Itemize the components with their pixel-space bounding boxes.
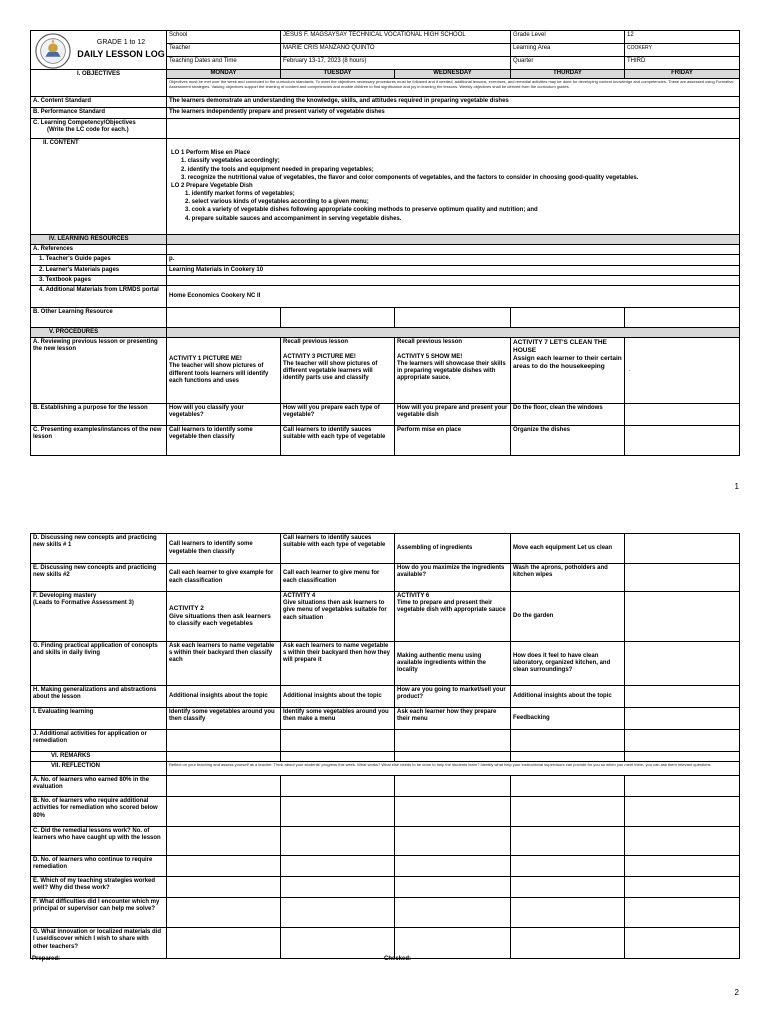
proc-d-label: D. Discussing new concepts and practicing new skills # 1 (31, 534, 167, 564)
references-label: A. References (31, 245, 167, 255)
additional-materials-value: Home Economics Cookery NC II (167, 285, 740, 307)
proc-g-label: G. Finding practical application of concepts and skills in daily living (31, 642, 167, 686)
learning-resources-band (167, 235, 740, 245)
objectives-note: Objectives must be met over the week and connected to the curriculum standards. To meet the objectives necessary procedures must be followed and if needed, additional lessons, exercises, and remedial activities may be done for developing content knowledge and competencies. These are assessed using Formative Assessment strategies. Valuing objectives support the learning of content and competencies and enable children to find significance and joy in learning the lessons. Weekly objectives shall be derived from the curriculum guides. (167, 79, 740, 97)
content-standard-label: A. Content Standard (31, 97, 167, 108)
proc-c-label: C. Presenting examples/instances of the new lesson (31, 426, 167, 456)
teacher-value: MARIE CRIS MANZANO QUINTO (281, 44, 511, 57)
reflection-label: VII. REFLECTION (31, 762, 167, 776)
proc-i-mon: Identify some vegetables around you then classify (167, 708, 281, 730)
reflection-f-label: F. What difficulties did I encounter which my principal or supervisor can help me solve? (31, 898, 167, 928)
learners-materials-value: Learning Materials in Cookery 10 (167, 265, 740, 275)
learners-materials-label: 2. Learner's Materials pages (31, 265, 167, 275)
checked-label: Checked: (384, 956, 412, 962)
learning-competency-sub: (Write the LC code for each.) (47, 127, 129, 134)
proc-d-fri (625, 534, 740, 564)
proc-j-wed (395, 730, 511, 752)
reflection-e-label: E. Which of my teaching strategies worked well? Why did these work? (31, 877, 167, 898)
proc-b-label: B. Establishing a purpose for the lesson (31, 404, 167, 426)
proc-g-thu: How does it feel to have clean laboratory, organized kitchen, and clean surroundings? (511, 642, 625, 686)
deped-seal-icon (34, 32, 72, 70)
proc-j-tue (281, 730, 395, 752)
proc-a-label: A. Reviewing previous lesson or presenting the new lesson (31, 338, 167, 404)
proc-b-thu: Do the floor, clean the windows (511, 404, 625, 426)
proc-e-label: E. Discussing new concepts and practicing new skills #2 (31, 564, 167, 592)
reflection-note: Reflect on your teaching and assess yourself as a teacher. Think about your students' progress this week. What works? What else needs to be done to help the students learn? Identify what help your instructional supervisors can provide for you so when you meet them, you can ask them relevant questions. (167, 762, 740, 776)
learning-competency-value (167, 119, 740, 139)
learning-area-label: Learning Area (511, 44, 625, 57)
proc-b-wed: How will you prepare and present your vegetable dish (395, 404, 511, 426)
proc-e-wed: How do you maximize the ingredients available? (395, 564, 511, 592)
content-standard-value: The learners demonstrate an understanding the knowledge, skills, and attitudes required in preparing vegetable dishes (167, 97, 740, 108)
proc-e-mon: Call each learner to give example for each classification (167, 564, 281, 592)
proc-h-wed: How are you going to market/sell your product? (395, 686, 511, 708)
day-monday: MONDAY (167, 70, 281, 79)
proc-i-thu: Feedbacking (511, 708, 625, 730)
reflection-a-label: A. No. of learners who earned 80% in the evaluation (31, 776, 167, 797)
quarter-label: Quarter (511, 57, 625, 70)
proc-b-fri (625, 404, 740, 426)
remarks-tue (281, 752, 395, 762)
proc-g-fri (625, 642, 740, 686)
proc-d-thu: Move each equipment Let us clean (511, 534, 625, 564)
performance-standard-value: The learners independently prepare and present variety of vegetable dishes (167, 108, 740, 119)
page-2 (0, 505, 768, 1024)
textbook-pages-value (167, 275, 740, 285)
header-logo-cell (31, 31, 167, 70)
dates-value: February 13-17, 2023 (8 hours) (281, 57, 511, 70)
proc-i-label: I. Evaluating learning (31, 708, 167, 730)
lesson-log-table-page-1 (30, 30, 740, 456)
remarks-mon (167, 752, 281, 762)
performance-standard-label: B. Performance Standard (31, 108, 167, 119)
proc-d-tue: Call learners to identify sauces suitable with each type of vegetable (281, 534, 395, 564)
day-tuesday: TUESDAY (281, 70, 395, 79)
content-line: 3. cook a variety of vegetable dishes following appropriate cooking methods to preserve optimum quality and nutrition; and (185, 207, 538, 214)
proc-f-label: F. Developing mastery (Leads to Formative Assessment 3) (31, 592, 167, 642)
proc-j-mon (167, 730, 281, 752)
proc-a-mon: ACTIVITY 1 PICTURE ME! The teacher will show pictures of different tools learners will identify each functions and uses (167, 338, 281, 404)
proc-e-tue: Call each learner to give menu for each classification (281, 564, 395, 592)
reflection-g-label: G. What innovation or localized materials did I use/discover which I wish to share with other teachers? (31, 928, 167, 959)
lesson-log-table-page-2 (30, 533, 740, 959)
other-resource-thu (511, 307, 625, 327)
proc-e-fri (625, 564, 740, 592)
content-line: 3. recognize the nutritional value of vegetables, the flavor and color components of vegetables, and the factors to consider in choosing good-quality vegetables. (181, 174, 639, 181)
dates-label: Teaching Dates and Time (167, 57, 281, 70)
school-label: School (167, 31, 281, 44)
learning-resources-label: IV. LEARNING RESOURCES (31, 235, 167, 245)
teachers-guide-label: 1. Teacher's Guide pages (31, 255, 167, 265)
remarks-fri (625, 752, 740, 762)
other-resource-label: B. Other Learning Resource (31, 307, 167, 327)
grade-level-label: Grade Level (511, 31, 625, 44)
proc-c-fri (625, 426, 740, 456)
content-line: 4. prepare suitable sauces and accompaniment in serving vegetable dishes. (185, 215, 402, 222)
proc-h-thu: Additional insights about the topic (511, 686, 625, 708)
proc-g-wed: Making authentic menu using available ingredients within the locality (395, 642, 511, 686)
additional-materials-label: 4. Additional Materials from LRMDS portal (31, 285, 167, 307)
proc-f-thu: Do the garden (511, 592, 625, 642)
learning-competency-label (31, 119, 167, 139)
proc-a-fri: . (625, 338, 740, 404)
other-resource-fri (625, 307, 740, 327)
procedures-label: V. PROCEDURES (31, 327, 167, 337)
procedures-band (167, 327, 740, 337)
other-resource-tue (281, 307, 395, 327)
day-friday: FRIDAY (625, 70, 740, 79)
other-resource-mon (167, 307, 281, 327)
proc-h-tue: Additional insights about the topic (281, 686, 395, 708)
content-line: 1. identify market forms of vegetables; (185, 191, 295, 198)
proc-i-tue: Identify some vegetables around you then make a menu (281, 708, 395, 730)
content-line: LO 2 Prepare Vegetable Dish (171, 182, 253, 189)
proc-c-tue: Call learners to identify sauces suitable with each type of vegetable (281, 426, 395, 456)
proc-c-mon: Call learners to identify some vegetable then classify (167, 426, 281, 456)
day-thursday: THURDAY (511, 70, 625, 79)
proc-b-mon: How will you classify your vegetables? (167, 404, 281, 426)
proc-e-thu: Wash the aprons, potholders and kitchen wipes (511, 564, 625, 592)
grade-title: GRADE 1 to 12 (96, 39, 146, 46)
proc-j-thu (511, 730, 625, 752)
content-line: 1. classify vegetables accordingly; (181, 158, 280, 165)
other-resource-wed (395, 307, 511, 327)
proc-a-thu: ACTIVITY 7 LET'S CLEAN THE HOUSE Assign each learner to their certain areas to do the housekeeping (511, 338, 625, 404)
proc-j-label: J. Additional activities for application or remediation (31, 730, 167, 752)
content-line: LO 1 Perform Mise en Place (171, 150, 251, 157)
school-value: JESUS F. MAGSAYSAY TECHNICAL VOCATIONAL HIGH SCHOOL (281, 31, 511, 44)
page-number-2: 2 (734, 988, 739, 997)
proc-a-wed: Recall previous lesson ACTIVITY 5 SHOW ME! The learners will showcase their skills in preparing vegetable dishes with appropriate sauce. (395, 338, 511, 404)
reflection-c-label: C. Did the remedial lessons work? No. of learners who have caught up with the lesson (31, 827, 167, 856)
page-number-1: 1 (734, 482, 739, 491)
proc-f-tue: ACTIVITY 4 Give situations then ask learners to give menu of vegetables suitable for each situation (281, 592, 395, 642)
proc-c-thu: Organize the dishes (511, 426, 625, 456)
proc-f-fri (625, 592, 740, 642)
references-value (167, 245, 740, 255)
page-1 (0, 0, 768, 505)
proc-i-fri (625, 708, 740, 730)
remarks-label: VI. REMARKS (31, 752, 167, 762)
remarks-wed (395, 752, 511, 762)
teachers-guide-value: p. (167, 255, 740, 265)
content-line: 2. select various kinds of vegetables according to a given menu; (185, 199, 369, 206)
proc-i-wed: Ask each learner how they prepare their menu (395, 708, 511, 730)
learning-competency-title: C. Learning Competency/Objectives (33, 120, 136, 126)
proc-g-tue: Ask each learners to name vegetable s within their backyard then how they will prepare it (281, 642, 395, 686)
proc-j-fri (625, 730, 740, 752)
proc-c-wed: Perform mise en place (395, 426, 511, 456)
daily-lesson-log-title: DAILY LESSON LOG (77, 49, 165, 60)
remarks-thu (511, 752, 625, 762)
quarter-value: THIRD (625, 57, 740, 70)
objectives-label: I. OBJECTIVES (31, 70, 167, 97)
proc-f-mon: ACTIVITY 2 Give situations then ask learners to classify each vegetables (167, 592, 281, 642)
proc-d-mon: Call learners to identify some vegetable then classify (167, 534, 281, 564)
proc-b-tue: How will you prepare each type of vegetable? (281, 404, 395, 426)
proc-a-tue: Recall previous lesson ACTIVITY 3 PICTURE ME! The teacher will show pictures of different vegetable learners will identify parts use and classify (281, 338, 395, 404)
reflection-b-label: B. No. of learners who require additional activities for remediation who scored below 80% (31, 797, 167, 827)
grade-level-value: 12 (625, 31, 740, 44)
proc-g-mon: Ask each learners to name vegetable s within their backyard then classify each (167, 642, 281, 686)
proc-d-wed: Assembling of ingredients (395, 534, 511, 564)
content-label: II. CONTENT (31, 139, 167, 235)
teacher-label: Teacher (167, 44, 281, 57)
content-line: 2. identify the tools and equipment needed in preparing vegetables; (181, 166, 374, 173)
proc-h-fri (625, 686, 740, 708)
proc-f-wed: ACTIVITY 6 Time to prepare and present their vegetable dish with appropriate sauce (395, 592, 511, 642)
textbook-pages-label: 3. Textbook pages (31, 275, 167, 285)
day-wednesday: WEDNESDAY (395, 70, 511, 79)
proc-h-label: H. Making generalizations and abstractions about the lesson (31, 686, 167, 708)
content-body (167, 139, 740, 235)
reflection-d-label: D. No. of learners who continue to require remediation (31, 856, 167, 877)
proc-h-mon: Additional insights about the topic (167, 686, 281, 708)
prepared-label: Prepared: (32, 956, 61, 962)
learning-area-value: COOKERY (625, 44, 740, 57)
